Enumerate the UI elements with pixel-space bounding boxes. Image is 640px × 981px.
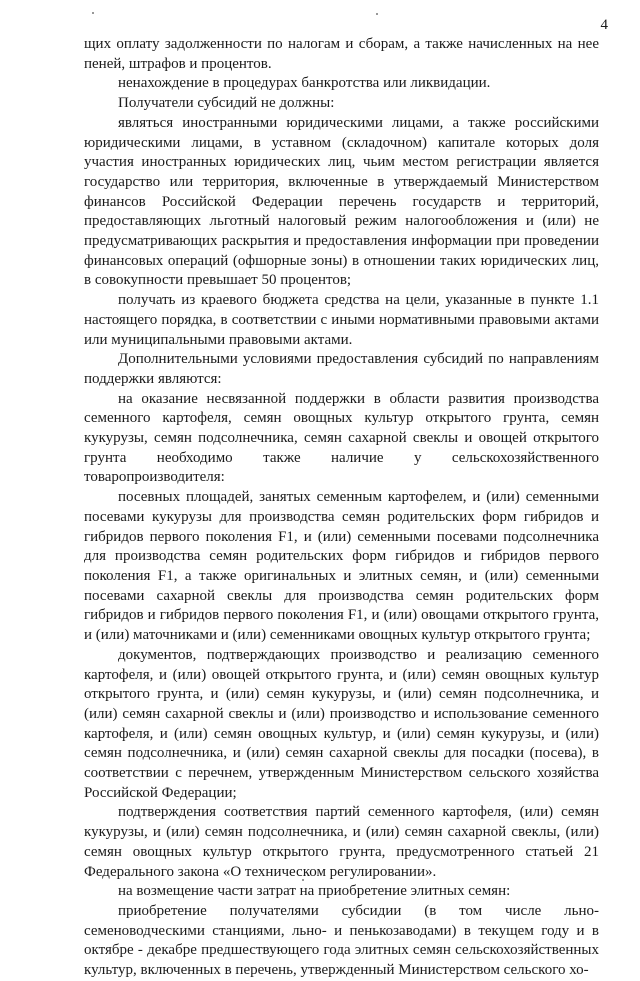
paragraph: получать из краевого бюджета средства на цели, указанные в пункте 1.1 настоящего порядка, в соответствии с иными нормативными правовыми актами или муниципальными правовыми актами.	[84, 292, 599, 348]
page-number: 4	[600, 17, 608, 33]
paragraph: Получатели субсидий не должны:	[118, 95, 335, 112]
paragraph: документов, подтверждающих производство и реализацию семенного картофеля, и (или) овощей открытого грунта, и (или) семян овощных культур открытого грунта, и (или) семян кукурузы, и (или) семян подсолнечника, и (или) семян сахарной свеклы и (или) производство и использование семенного картофеля, и (или) семян овощных культур, и (или) семян кукурузы, и (или) семян подсолнечника, и (или) семян сахарной свеклы для посадки (посева), в соответствии с перечнем, утвержденным Министерством сельского хозяйства Российской Федерации;	[84, 646, 599, 801]
paragraph: на возмещение части затрат на приобретение элитных семян:	[118, 883, 511, 900]
paragraph: посевных площадей, занятых семенным картофелем, и (или) семенными посевами кукурузы для производства семян родительских форм гибридов и гибридов первого поколения F1, и (или) семенными посевами подсолнечника для производства семян родительских форм гибридов и гибридов первого поколения F1, а также оригинальных и элитных семян, и (или) семенными посевами сахарной свеклы для производства семян родительских форм гибридов и гибридов первого поколения F1, и (или) овощами открытого грунта, и (или) маточниками и (или) семенниками овощных культур открытого грунта;	[84, 489, 599, 644]
paragraph: Дополнительными условиями предоставления субсидий по направлениям поддержки являются:	[84, 351, 599, 387]
scan-speck	[92, 12, 94, 14]
document-body	[84, 35, 599, 981]
paragraph: подтверждения соответствия партий семенного картофеля, (или) семян кукурузы, и (или) семян подсолнечника, и (или) семян сахарной свеклы, (или) семян овощных культур открытого грунта, предусмотренного статьей 21 Федерального закона «О техническом регулировании».	[84, 804, 599, 880]
paragraph: на оказание несвязанной поддержки в области развития производства семенного картофеля, семян овощных культур открытого грунта, семян кукурузы, семян подсолнечника, семян сахарной свеклы и овощей открытого грунта необходимо также наличие у сельскохозяйственного товаропроизводителя:	[84, 390, 599, 486]
paragraph: ненахождение в процедурах банкротства или ликвидации.	[118, 75, 491, 92]
scan-speck	[376, 13, 378, 15]
paragraph: приобретение получателями субсидии (в том числе льно-семеноводческими станциями, льно- и пенькозаводами) в текущем году и в октябре - декабре предшествующего года элитных семян сельскохозяйственных культур, включенных в перечень, утвержденный Министерством сельского хо-	[84, 902, 599, 979]
paragraph: являться иностранными юридическими лицами, а также российскими юридическими лицами, в уставном (складочном) капитале которых доля участия иностранных юридических лиц, чьим местом регистрации является государство или территория, включенные в утверждаемый Министерством финансов Российской Федерации перечень государств и территорий, предоставляющих льготный налоговый режим налогообложения и (или) не предусматривающих раскрытия и предоставления информации при проведении финансовых операций (офшорные зоны) в отношении таких юридических лиц, в совокупности превышает 50 процентов;	[84, 114, 599, 289]
paragraph: щих оплату задолженности по налогам и сборам, а также начисленных на нее пеней, штрафов и процентов.	[84, 36, 599, 72]
